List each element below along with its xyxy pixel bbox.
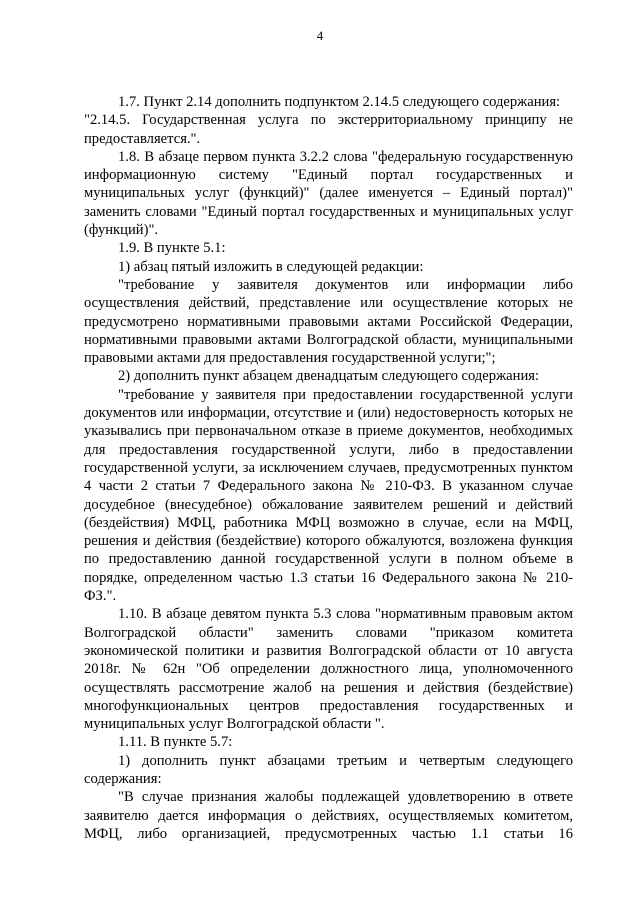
paragraph: 1.7. Пункт 2.14 дополнить подпунктом 2.14.5 следующего содержания: xyxy=(118,94,561,110)
paragraph: 1.8. В абзаце первом пункта 3.2.2 слова "федеральную государственную информационную систему "Единый портал государственных и муниципальных услуг (функций)" (далее именуется – Единый портал)" заменить словами "Единый портал государственных и муниципальных услуг (функций)". xyxy=(84,148,573,239)
paragraph: 1.9. В пункте 5.1: xyxy=(118,240,226,257)
paragraph: 2) дополнить пункт абзацем двенадцатым следующего содержания: xyxy=(118,368,540,385)
paragraph: 1) дополнить пункт абзацами третьим и четвертым следующего содержания: xyxy=(84,752,573,787)
paragraph: "2.14.5. Государственная услуга по экстерриториальному принципу не предоставляется.". xyxy=(84,112,573,147)
paragraph: 1.10. В абзаце девятом пункта 5.3 слова "нормативным правовым актом Волгоградской области" заменить словами "приказом комитета экономической политики и развития Волгоградской области от 10 августа 2018г. № 62н "Об определении должностного лица, уполномоченного осуществлять рассмотрение жалоб на решения и действия (бездействие) многофункциональных центров предоставления государственных и муниципальных услуг Волгоградской области ". xyxy=(84,606,573,733)
page-number: 4 xyxy=(316,28,324,43)
paragraph: 1.11. В пункте 5.7: xyxy=(118,734,233,751)
paragraph: "В случае признания жалобы подлежащей удовлетворению в ответе заявителю дается информация о действиях, осуществляемых комитетом, МФЦ, либо организацией, предусмотренных частью 1.1 статьи 16 xyxy=(84,789,573,842)
paragraph: "требование у заявителя документов или информации либо осуществления действий, представление или осуществление которых не предусмотрено нормативными правовыми актами Российской Федерации, нормативными правовыми актами Волгоградской области, муниципальными правовыми актами для предоставления государственной услуги;"; xyxy=(84,276,573,367)
paragraph: "требование у заявителя при предоставлении государственной услуги документов или информации, отсутствие и (или) недостоверность которых не указывались при первоначальном отказе в приеме документов, необходимых для предоставления государственной услуги, либо в предоставлении государственной услуги, за исключением случаев, предусмотренных пунктом 4 части 2 статьи 7 Федерального закона № 210-ФЗ. В указанном случае досудебное (внесудебное) обжалование заявителем решений и действий (бездействия) МФЦ, работника МФЦ возможно в случае, если на МФЦ, решения и действия (бездействие) которого обжалуются, возложена функция по предоставлению данной государственной услуги в полном объеме в порядке, определенном частью 1.3 статьи 16 Федерального закона № 210-ФЗ.". xyxy=(84,386,573,605)
paragraph: 1) абзац пятый изложить в следующей редакции: xyxy=(118,258,424,275)
document-body xyxy=(84,93,573,843)
